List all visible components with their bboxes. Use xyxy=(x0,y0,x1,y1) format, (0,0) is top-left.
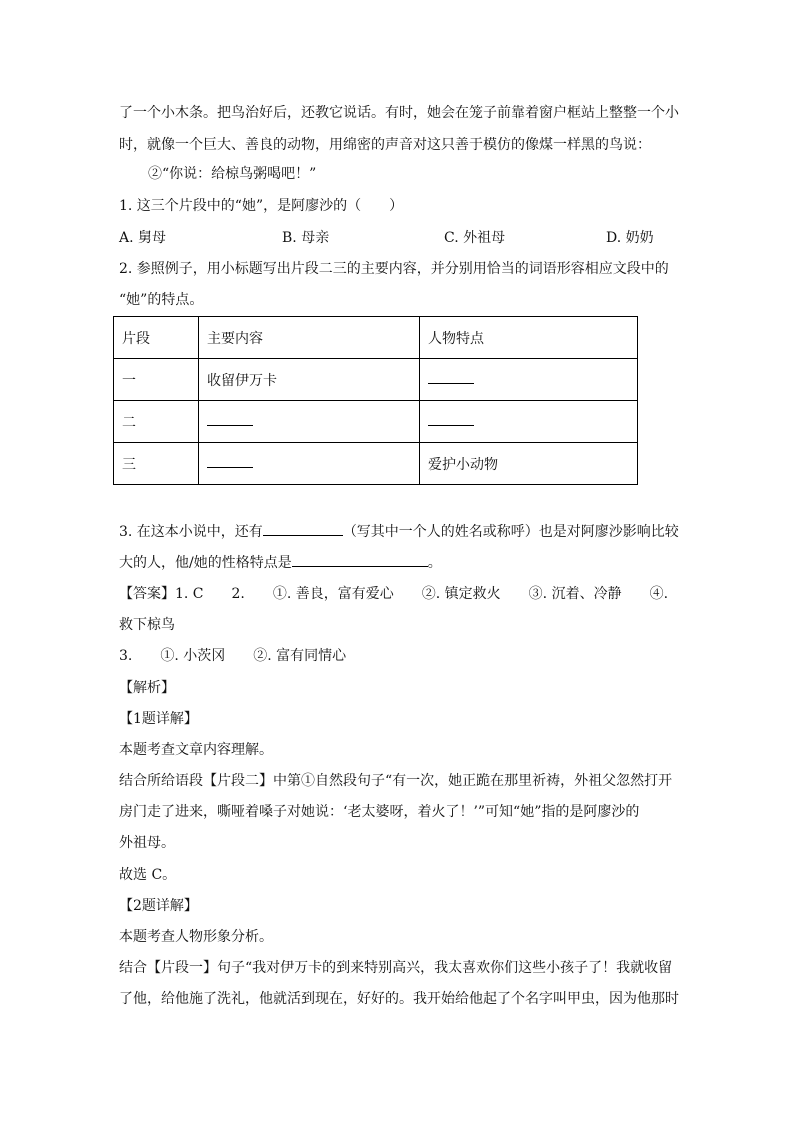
line-2: 时，就像一个巨大、善良的动物，用绵密的声音对这只善于模仿的像煤一样黑的鸟说： xyxy=(119,137,651,153)
fill-blank xyxy=(207,455,253,468)
paragraph: 本题考查文章内容理解。 xyxy=(119,742,273,758)
table-row xyxy=(114,443,638,485)
detail-2-heading: 【2题详解】 xyxy=(119,898,198,914)
content-table xyxy=(113,316,638,485)
table-cell: 三 xyxy=(114,443,199,485)
table-row xyxy=(114,401,638,443)
table-cell-blank xyxy=(199,401,420,443)
answer-line-1: 【答案】1. C 2. ①. 善良，富有爱心 ②. 镇定救火 ③. 沉着、冷静 ④. xyxy=(119,586,669,602)
table-header-cell: 片段 xyxy=(114,317,199,359)
fill-blank xyxy=(428,371,474,384)
paragraph: 房门走了进来，嘶哑着嗓子对她说：‘老太婆呀，着火了！’”可知“她”指的是阿廖沙的 xyxy=(119,804,640,820)
table-cell: 爱护小动物 xyxy=(420,443,638,485)
q3-text: 3. 在这本小说中，还有 xyxy=(119,524,263,540)
table-cell: 一 xyxy=(114,359,199,401)
question-3-line-1 xyxy=(119,521,679,542)
question-3-line-2 xyxy=(119,552,442,573)
question-2-line-2: “她”的特点。 xyxy=(119,292,204,308)
paragraph: 本题考查人物形象分析。 xyxy=(119,929,273,945)
paragraph: 故选 C。 xyxy=(119,867,177,883)
table-cell-blank xyxy=(420,359,638,401)
detail-1-heading: 【1题详解】 xyxy=(119,711,198,727)
table-cell-blank xyxy=(420,401,638,443)
option-c: C. 外祖母 xyxy=(444,230,506,246)
option-b: B. 母亲 xyxy=(282,230,330,246)
line-1: 了一个小木条。把鸟治好后，还教它说话。有时，她会在笼子前靠着窗户框站上整整一个小 xyxy=(119,105,679,121)
question-2-line-1: 2. 参照例子，用小标题写出片段二三的主要内容，并分别用恰当的词语形容相应文段中的 xyxy=(119,261,669,277)
table-cell: 二 xyxy=(114,401,199,443)
option-a: A. 舅母 xyxy=(119,230,167,246)
paragraph: 外祖母。 xyxy=(119,835,175,851)
fill-blank xyxy=(428,413,474,426)
table-header-cell: 人物特点 xyxy=(420,317,638,359)
table-cell-blank xyxy=(199,443,420,485)
q3-text: （写其中一个人的姓名或称呼）也是对阿廖沙影响比较 xyxy=(342,524,679,540)
analysis-heading: 【解析】 xyxy=(119,680,175,696)
option-d: D. 奶奶 xyxy=(606,230,654,246)
fill-blank xyxy=(292,552,428,567)
table-row xyxy=(114,359,638,401)
paragraph: 了他，给他施了洗礼，他就活到现在，好好的。我开始给他起了个名字叫甲虫，因为他那时 xyxy=(119,991,679,1007)
answer-line-2: 救下椋鸟 xyxy=(119,617,175,633)
question-1: 1. 这三个片段中的“她”，是阿廖沙的（ ） xyxy=(119,198,404,214)
q3-text: 大的人，他/她的性格特点是 xyxy=(119,555,292,571)
table-header-row xyxy=(114,317,638,359)
line-3: ②“你说：给椋鸟粥喝吧！” xyxy=(148,166,317,182)
fill-blank xyxy=(263,521,343,536)
table-header-cell: 主要内容 xyxy=(199,317,420,359)
table-cell: 收留伊万卡 xyxy=(199,359,420,401)
q3-text: 。 xyxy=(427,555,442,571)
paragraph: 结合所给语段【片段二】中第①自然段句子“有一次，她正跪在那里祈祷，外祖父忽然打开 xyxy=(119,773,673,789)
paragraph: 结合【片段一】句子“我对伊万卡的到来特别高兴，我太喜欢你们这些小孩子了！我就收留 xyxy=(119,960,673,976)
fill-blank xyxy=(207,413,253,426)
answer-line-3: 3. ①. 小茨冈 ②. 富有同情心 xyxy=(119,648,347,664)
